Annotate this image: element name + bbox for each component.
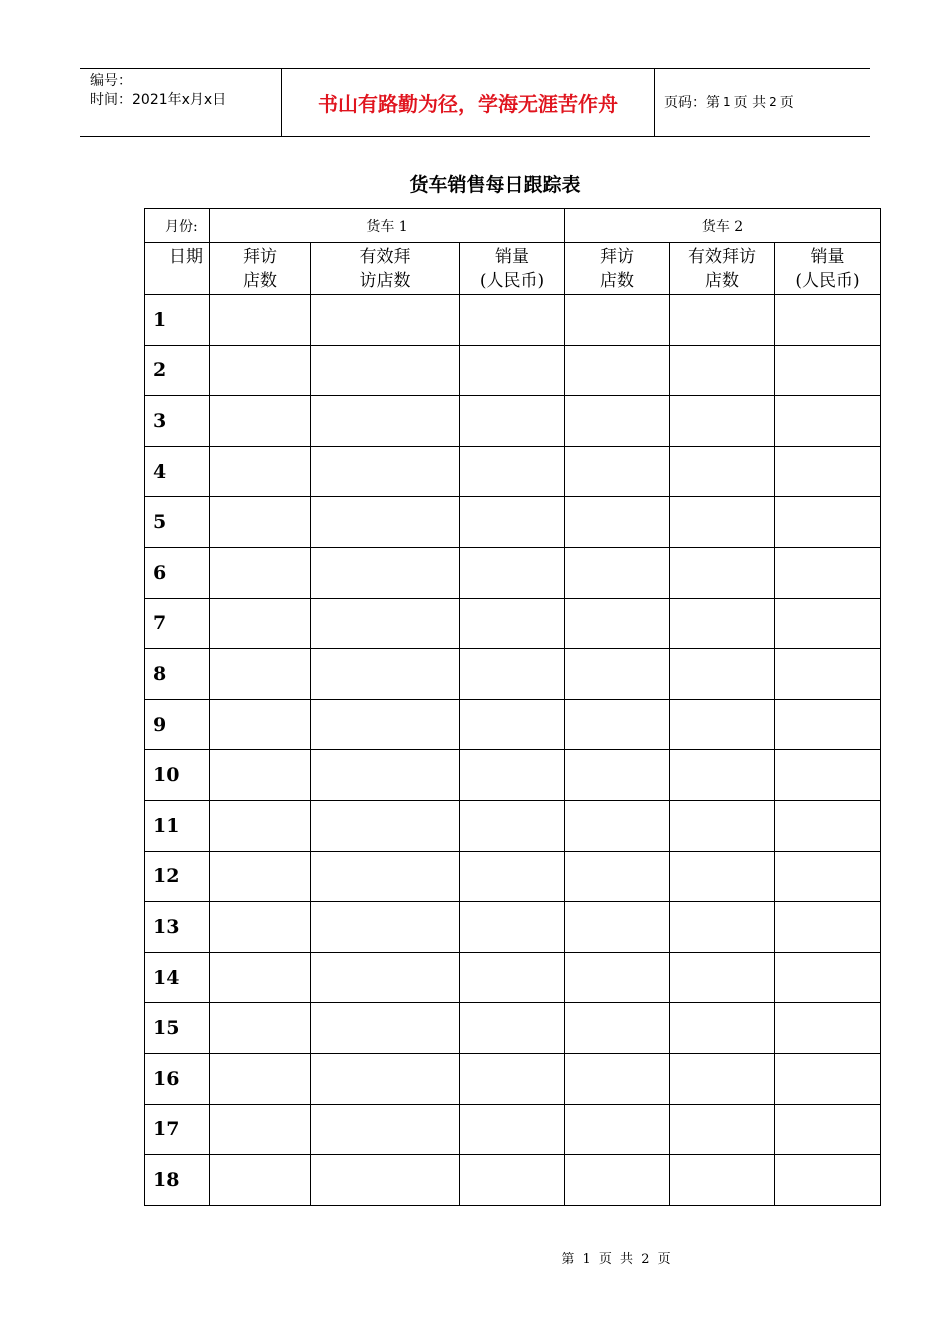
truck-1-header: 货车 1 xyxy=(210,209,565,243)
truck2-visits-cell[interactable] xyxy=(565,649,670,700)
truck1-visits-cell[interactable] xyxy=(210,497,311,548)
truck2-effective-visits-cell[interactable] xyxy=(670,497,775,548)
truck2-effective-visits-cell[interactable] xyxy=(670,1003,775,1054)
truck2-effective-visits-cell[interactable] xyxy=(670,952,775,1003)
page-mid: 页 共 xyxy=(733,95,767,111)
serial-number-label: 编号： xyxy=(90,73,132,89)
day-number: 11 xyxy=(145,800,210,851)
day-number: 4 xyxy=(145,446,210,497)
truck1-visits-cell[interactable] xyxy=(210,1053,311,1104)
truck1-effective-visits-cell[interactable] xyxy=(311,1104,460,1155)
truck1-effective-visits-cell[interactable] xyxy=(311,396,460,447)
truck2-sales-cell[interactable] xyxy=(775,952,881,1003)
truck1-effective-visits-cell[interactable] xyxy=(311,497,460,548)
truck2-effective-visits-cell[interactable] xyxy=(670,547,775,598)
truck2-visits-cell[interactable] xyxy=(565,396,670,447)
truck1-sales-cell[interactable] xyxy=(460,851,565,902)
table-row xyxy=(145,851,881,902)
table-row xyxy=(145,547,881,598)
truck2-sales-cell[interactable] xyxy=(775,1104,881,1155)
truck1-sales-header: 销量 (人民币) xyxy=(460,243,565,295)
day-number: 18 xyxy=(145,1155,210,1206)
truck1-visits-cell[interactable] xyxy=(210,295,311,346)
truck1-visits-cell[interactable] xyxy=(210,446,311,497)
table-row xyxy=(145,345,881,396)
column-header-row xyxy=(145,243,881,295)
truck2-sales-cell[interactable] xyxy=(775,649,881,700)
truck1-visits-cell[interactable] xyxy=(210,1003,311,1054)
truck1-sales-cell[interactable] xyxy=(460,598,565,649)
truck-2-header: 货车 2 xyxy=(565,209,881,243)
header-meta xyxy=(90,72,226,110)
truck2-visits-cell[interactable] xyxy=(565,1053,670,1104)
table-row xyxy=(145,699,881,750)
truck2-visits-cell[interactable] xyxy=(565,446,670,497)
header-motto: 书山有路勤为径，学海无涯苦作舟 xyxy=(318,91,618,116)
truck1-visits-cell[interactable] xyxy=(210,750,311,801)
truck1-visits-header: 拜访 店数 xyxy=(210,243,311,295)
truck2-visits-cell[interactable] xyxy=(565,497,670,548)
truck2-sales-cell[interactable] xyxy=(775,1053,881,1104)
truck2-visits-cell[interactable] xyxy=(565,295,670,346)
day-number: 16 xyxy=(145,1053,210,1104)
truck2-effective-visits-cell[interactable] xyxy=(670,750,775,801)
truck1-sales-cell[interactable] xyxy=(460,1104,565,1155)
truck2-sales-cell[interactable] xyxy=(775,851,881,902)
truck1-effective-visits-cell[interactable] xyxy=(311,851,460,902)
truck1-effective-visits-cell[interactable] xyxy=(311,952,460,1003)
truck1-sales-cell[interactable] xyxy=(460,295,565,346)
truck2-visits-cell[interactable] xyxy=(565,750,670,801)
truck1-visits-cell[interactable] xyxy=(210,649,311,700)
day-number: 6 xyxy=(145,547,210,598)
truck1-effective-visits-cell[interactable] xyxy=(311,699,460,750)
truck2-effective-visits-cell[interactable] xyxy=(670,699,775,750)
table-row xyxy=(145,396,881,447)
truck2-sales-cell[interactable] xyxy=(775,396,881,447)
truck2-visits-cell[interactable] xyxy=(565,800,670,851)
truck1-sales-cell[interactable] xyxy=(460,649,565,700)
date-label: 时间：2021年x月x日 xyxy=(90,92,227,108)
truck2-effective-visits-cell[interactable] xyxy=(670,649,775,700)
day-number: 13 xyxy=(145,902,210,953)
truck1-visits-cell[interactable] xyxy=(210,952,311,1003)
truck2-sales-cell[interactable] xyxy=(775,1155,881,1206)
day-number: 14 xyxy=(145,952,210,1003)
truck2-effective-visits-cell[interactable] xyxy=(670,1104,775,1155)
truck1-effective-visits-cell[interactable] xyxy=(311,446,460,497)
truck2-sales-cell[interactable] xyxy=(775,598,881,649)
truck2-visits-cell[interactable] xyxy=(565,1104,670,1155)
truck1-effective-visits-cell[interactable] xyxy=(311,750,460,801)
truck2-sales-cell[interactable] xyxy=(775,902,881,953)
table-row xyxy=(145,1003,881,1054)
truck1-sales-cell[interactable] xyxy=(460,952,565,1003)
table-row xyxy=(145,750,881,801)
page-total: 2 xyxy=(769,95,777,109)
truck2-effective-visits-cell[interactable] xyxy=(670,1053,775,1104)
table-row xyxy=(145,446,881,497)
truck2-effective-visits-cell[interactable] xyxy=(670,851,775,902)
truck1-effective-visits-cell[interactable] xyxy=(311,1053,460,1104)
truck1-effective-visits-cell[interactable] xyxy=(311,345,460,396)
truck2-sales-cell[interactable] xyxy=(775,446,881,497)
truck1-effective-visits-cell[interactable] xyxy=(311,547,460,598)
truck1-sales-cell[interactable] xyxy=(460,446,565,497)
truck2-sales-cell[interactable] xyxy=(775,345,881,396)
truck2-visits-cell[interactable] xyxy=(565,952,670,1003)
truck1-sales-cell[interactable] xyxy=(460,396,565,447)
truck2-sales-cell[interactable] xyxy=(775,750,881,801)
day-number: 9 xyxy=(145,699,210,750)
truck1-sales-cell[interactable] xyxy=(460,1155,565,1206)
truck2-effective-visits-cell[interactable] xyxy=(670,800,775,851)
truck1-visits-cell[interactable] xyxy=(210,851,311,902)
truck1-effective-visits-cell[interactable] xyxy=(311,295,460,346)
truck2-sales-cell[interactable] xyxy=(775,1003,881,1054)
truck1-sales-cell[interactable] xyxy=(460,699,565,750)
truck1-effective-visits-cell[interactable] xyxy=(311,649,460,700)
truck2-visits-cell[interactable] xyxy=(565,902,670,953)
table-row xyxy=(145,598,881,649)
truck1-effective-visits-cell[interactable] xyxy=(311,902,460,953)
header-divider-right xyxy=(654,68,655,136)
truck1-visits-cell[interactable] xyxy=(210,800,311,851)
table-row xyxy=(145,295,881,346)
truck1-effective-visits-cell[interactable] xyxy=(311,1003,460,1054)
day-number: 3 xyxy=(145,396,210,447)
truck2-effective-visits-cell[interactable] xyxy=(670,446,775,497)
page-suffix: 页 xyxy=(779,95,794,111)
truck2-sales-cell[interactable] xyxy=(775,800,881,851)
page-current: 1 xyxy=(723,95,731,109)
truck2-sales-cell[interactable] xyxy=(775,699,881,750)
truck1-effective-visits-cell[interactable] xyxy=(311,1155,460,1206)
truck2-visits-cell[interactable] xyxy=(565,1155,670,1206)
truck2-effective-visits-cell[interactable] xyxy=(670,1155,775,1206)
truck1-sales-cell[interactable] xyxy=(460,1053,565,1104)
day-number: 5 xyxy=(145,497,210,548)
truck2-effective-visits-cell[interactable] xyxy=(670,902,775,953)
truck2-visits-header: 拜访 店数 xyxy=(565,243,670,295)
day-number: 7 xyxy=(145,598,210,649)
truck1-effective-visits-cell[interactable] xyxy=(311,800,460,851)
table-row xyxy=(145,1053,881,1104)
tracking-table xyxy=(144,208,881,1206)
table-row xyxy=(145,1155,881,1206)
truck2-visits-cell[interactable] xyxy=(565,1003,670,1054)
truck1-sales-cell[interactable] xyxy=(460,902,565,953)
truck2-sales-header: 销量 (人民币) xyxy=(775,243,881,295)
truck1-sales-cell[interactable] xyxy=(460,1003,565,1054)
page-footer: 第 1 页 共 2 页 xyxy=(561,1252,671,1267)
truck2-visits-cell[interactable] xyxy=(565,598,670,649)
day-number: 17 xyxy=(145,1104,210,1155)
day-number: 2 xyxy=(145,345,210,396)
truck2-sales-cell[interactable] xyxy=(775,547,881,598)
page-prefix: 页码：第 xyxy=(664,95,720,111)
truck1-sales-cell[interactable] xyxy=(460,800,565,851)
table-row xyxy=(145,952,881,1003)
day-number: 10 xyxy=(145,750,210,801)
truck1-visits-cell[interactable] xyxy=(210,902,311,953)
truck1-visits-cell[interactable] xyxy=(210,1104,311,1155)
table-row xyxy=(145,800,881,851)
truck1-sales-cell[interactable] xyxy=(460,497,565,548)
truck2-effective-visits-cell[interactable] xyxy=(670,295,775,346)
header-page-number xyxy=(664,68,794,136)
day-number: 8 xyxy=(145,649,210,700)
day-number: 15 xyxy=(145,1003,210,1054)
truck1-visits-cell[interactable] xyxy=(210,1155,311,1206)
truck2-effective-visits-header: 有效拜访 店数 xyxy=(670,243,775,295)
truck1-visits-cell[interactable] xyxy=(210,345,311,396)
truck1-visits-cell[interactable] xyxy=(210,547,311,598)
day-number: 1 xyxy=(145,295,210,346)
truck2-visits-cell[interactable] xyxy=(565,345,670,396)
table-row xyxy=(145,497,881,548)
truck2-effective-visits-cell[interactable] xyxy=(670,345,775,396)
truck1-effective-visits-cell[interactable] xyxy=(311,598,460,649)
truck2-visits-cell[interactable] xyxy=(565,547,670,598)
truck1-visits-cell[interactable] xyxy=(210,598,311,649)
truck2-effective-visits-cell[interactable] xyxy=(670,396,775,447)
truck1-sales-cell[interactable] xyxy=(460,750,565,801)
header-bottom-rule xyxy=(80,136,870,137)
truck1-visits-cell[interactable] xyxy=(210,699,311,750)
truck1-sales-cell[interactable] xyxy=(460,547,565,598)
truck2-visits-cell[interactable] xyxy=(565,851,670,902)
truck2-effective-visits-cell[interactable] xyxy=(670,598,775,649)
truck1-effective-visits-header: 有效拜 访店数 xyxy=(311,243,460,295)
truck1-visits-cell[interactable] xyxy=(210,396,311,447)
truck2-visits-cell[interactable] xyxy=(565,699,670,750)
document-title: 货车销售每日跟踪表 xyxy=(409,174,581,196)
table-row xyxy=(145,902,881,953)
date-header: 日期 xyxy=(145,243,210,295)
table-row xyxy=(145,649,881,700)
truck2-sales-cell[interactable] xyxy=(775,295,881,346)
day-number: 12 xyxy=(145,851,210,902)
table-row xyxy=(145,1104,881,1155)
month-label: 月份: xyxy=(145,209,210,243)
truck1-sales-cell[interactable] xyxy=(460,345,565,396)
truck2-sales-cell[interactable] xyxy=(775,497,881,548)
month-row xyxy=(145,209,881,243)
